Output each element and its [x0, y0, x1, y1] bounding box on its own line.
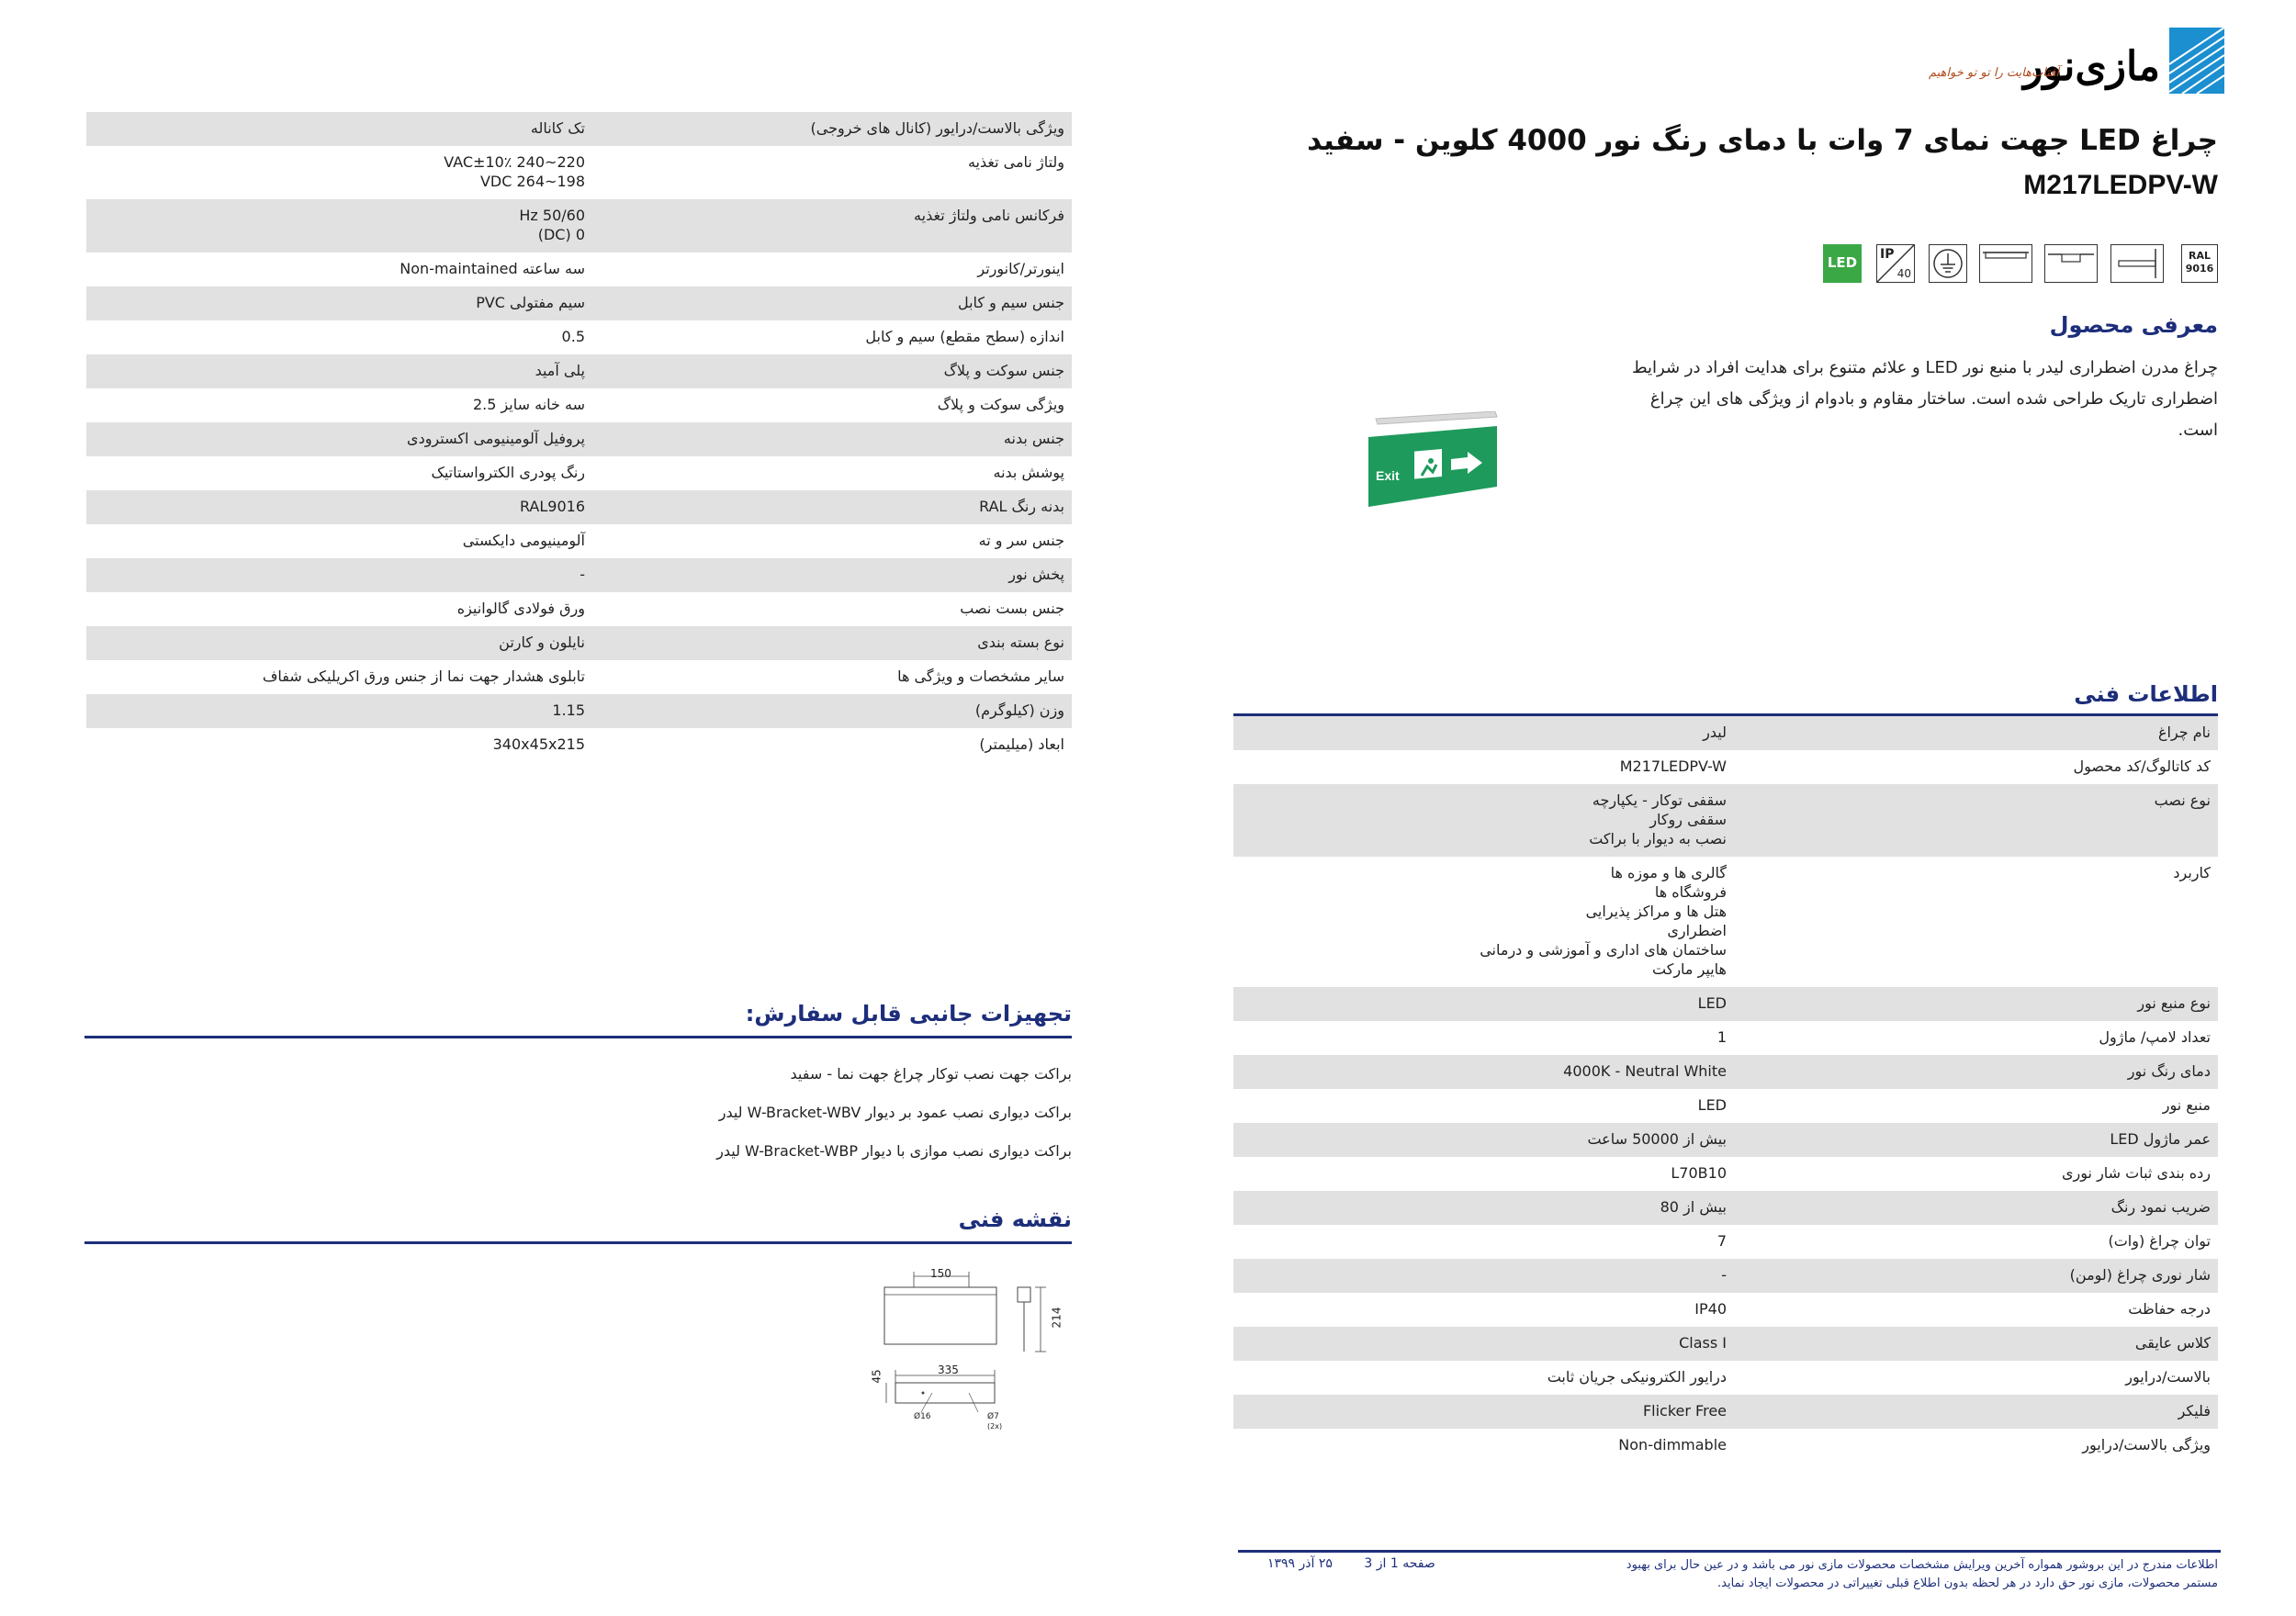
- row-value: 220~240 VAC±10٪ 198~264 VDC: [444, 153, 585, 190]
- row-value: IP40: [1694, 1300, 1727, 1318]
- table-row: [1233, 1089, 2218, 1123]
- table-row: [1233, 1361, 2218, 1395]
- row-value: سیم مفتولی PVC: [476, 294, 585, 311]
- dimension-label: Ø16: [914, 1412, 931, 1421]
- table-row: [86, 388, 1072, 422]
- tech-info-table: [1233, 716, 2218, 1463]
- dimension-label: 45: [870, 1369, 884, 1384]
- row-label: بالاست/درایور: [2125, 1368, 2211, 1386]
- row-value: 4000K - Neutral White: [1563, 1062, 1727, 1080]
- row-value: LED: [1697, 994, 1727, 1012]
- table-row: [86, 252, 1072, 286]
- table-row: [1233, 1225, 2218, 1259]
- row-value: پلی آمید: [535, 362, 585, 379]
- row-value: تک کاناله: [530, 119, 585, 137]
- row-label: شار نوری چراغ (لومن): [2069, 1266, 2211, 1284]
- table-row: [1233, 1055, 2218, 1089]
- row-value: Non-dimmable: [1618, 1436, 1727, 1453]
- page-date: ۲۵ آذر ۱۳۹۹: [1267, 1556, 1333, 1571]
- table-row: [1233, 1157, 2218, 1191]
- table-row: [1233, 784, 2218, 857]
- table-row: [86, 524, 1072, 558]
- table-row: [1233, 857, 2218, 987]
- led-badge-label: LED: [1827, 254, 1858, 271]
- row-label: بدنه رنگ RAL: [979, 498, 1064, 515]
- table-row: [86, 146, 1072, 199]
- row-value: 0.5: [561, 328, 585, 345]
- row-label: فلیکر: [2178, 1402, 2211, 1420]
- surface-mount-icon: [1979, 244, 2032, 283]
- product-code: M217LEDPV-W: [2023, 170, 2218, 200]
- table-row: [1233, 750, 2218, 784]
- accessory-item: براکت جهت نصب توکار چراغ جهت نما - سفید: [790, 1065, 1072, 1083]
- table-row: [1233, 1259, 2218, 1293]
- ip40-icon: [1876, 244, 1915, 283]
- row-label: پوشش بدنه: [993, 464, 1064, 481]
- row-label: فرکانس نامی ولتاژ تغذیه: [914, 207, 1064, 224]
- table-row: [86, 490, 1072, 524]
- ip-badge-label: IP: [1880, 247, 1895, 262]
- table-row: [1233, 1327, 2218, 1361]
- technical-drawing: [870, 1267, 1064, 1442]
- dimension-label: (2x): [987, 1422, 1003, 1431]
- row-value: RAL9016: [519, 498, 585, 515]
- page-number: صفحه 1 از 3: [1364, 1556, 1435, 1571]
- row-label: کاربرد: [2173, 864, 2211, 881]
- row-label: توان چراغ (وات): [2108, 1232, 2211, 1250]
- table-row: [86, 728, 1072, 762]
- row-value: بیش از 80: [1660, 1198, 1727, 1216]
- table-row: [86, 199, 1072, 252]
- row-label: تعداد لامپ/ ماژول: [2099, 1028, 2211, 1046]
- table-row: [86, 112, 1072, 146]
- row-value: سه خانه سایز 2.5: [472, 396, 585, 413]
- dimension-label: 335: [938, 1364, 959, 1376]
- table-row: [1233, 716, 2218, 750]
- table-row: [86, 558, 1072, 592]
- brand-wordmark: مازی‌نور: [2023, 43, 2160, 90]
- row-label: دمای رنگ نور: [2127, 1062, 2211, 1080]
- product-title: چراغ LED جهت نمای 7 وات با دمای رنگ نور 4000 کلوین - سفید: [1307, 124, 2218, 157]
- row-value: رنگ پودری الکترواستاتیک: [431, 464, 585, 481]
- row-value: M217LEDPV-W: [1619, 758, 1727, 775]
- table-row: [86, 660, 1072, 694]
- row-label: کلاس عایقی: [2134, 1334, 2211, 1352]
- row-value: بیش از 50000 ساعت: [1587, 1130, 1727, 1148]
- page-info: [1240, 1556, 1435, 1571]
- row-label: جنس سیم و کابل: [957, 294, 1064, 311]
- row-label: جنس بست نصب: [960, 600, 1064, 617]
- row-value: سقفی توکار - یکپارچه سقفی روکار نصب به دیوار با براکت: [1589, 791, 1727, 847]
- row-value: آلومینیومی دایکستی: [462, 532, 585, 549]
- table-row: [1233, 987, 2218, 1021]
- row-label: ویژگی بالاست/درایور (کانال های خروجی): [810, 119, 1064, 137]
- accessories-title: تجهیزات جانبی قابل سفارش:: [745, 1001, 1072, 1027]
- earth-ground-icon: [1929, 244, 1967, 283]
- row-value: سه ساعته Non-maintained: [400, 260, 585, 277]
- row-value: لیدر: [1703, 724, 1727, 741]
- recessed-mount-icon: [2044, 244, 2098, 283]
- table-row: [86, 422, 1072, 456]
- table-row: [86, 626, 1072, 660]
- row-value: Class I: [1679, 1334, 1727, 1352]
- row-value: 340x45x215: [492, 735, 585, 753]
- row-value: LED: [1697, 1096, 1727, 1114]
- row-value: تابلوی هشدار جهت نما از جنس ورق اکریلیکی شفاف: [262, 668, 585, 685]
- row-label: وزن (کیلوگرم): [974, 701, 1064, 719]
- row-value: 1.15: [552, 701, 585, 719]
- ral-badge-top: RAL: [2189, 250, 2211, 262]
- accessory-item: براکت دیواری نصب موازی با دیوار W-Bracket-WBP لیدر: [716, 1142, 1072, 1160]
- row-label: نوع منبع نور: [2137, 994, 2211, 1012]
- table-row: [1233, 1429, 2218, 1463]
- row-label: نوع نصب: [2154, 791, 2211, 809]
- ral-badge-bottom: 9016: [2185, 263, 2214, 275]
- table-row: [1233, 1021, 2218, 1055]
- row-label: درجه حفاظت: [2128, 1300, 2211, 1318]
- row-label: رده بندی ثبات شار نوری: [2062, 1164, 2211, 1182]
- row-value: -: [580, 566, 585, 583]
- exit-sign-image: [1368, 411, 1503, 507]
- row-label: پخش نور: [1008, 566, 1064, 583]
- row-value: L70B10: [1671, 1164, 1727, 1182]
- row-value: درایور الکترونیکی جریان ثابت: [1547, 1368, 1727, 1386]
- led-icon: [1823, 244, 1862, 283]
- drawing-rule: [84, 1241, 1072, 1244]
- intro-title: معرفی محصول: [2049, 312, 2218, 338]
- footer-rule: [1238, 1550, 2221, 1553]
- row-label: ابعاد (میلیمتر): [979, 735, 1064, 753]
- row-label: نوع بسته بندی: [977, 634, 1064, 651]
- table-row: [86, 694, 1072, 728]
- wall-bracket-icon: [2110, 244, 2164, 283]
- row-label: اندازه (سطح مقطع) سیم و کابل: [865, 328, 1064, 345]
- row-label: جنس بدنه: [1003, 430, 1064, 447]
- accessories-rule: [84, 1036, 1072, 1038]
- row-label: کد کاتالوگ/کد محصول: [2073, 758, 2211, 775]
- tech-info-title: اطلاعات فنی: [2074, 681, 2218, 707]
- dimension-label: 150: [930, 1267, 951, 1280]
- table-row: [86, 354, 1072, 388]
- dimension-label: Ø7: [987, 1412, 999, 1421]
- accessory-item: براکت دیواری نصب عمود بر دیوار W-Bracket-WBV لیدر: [718, 1104, 1072, 1121]
- row-label: جنس سر و ته: [978, 532, 1064, 549]
- row-label: ضریب نمود رنگ: [2110, 1198, 2211, 1216]
- row-label: ولتاژ نامی تغذیه: [967, 153, 1064, 171]
- row-value: 1: [1716, 1028, 1727, 1046]
- row-label: سایر مشخصات و ویژگی ها: [897, 668, 1064, 685]
- table-row: [1233, 1293, 2218, 1327]
- row-value: 50/60 Hz 0 (DC): [519, 207, 585, 243]
- row-label: جنس سوکت و پلاگ: [943, 362, 1064, 379]
- row-value: گالری ها و موزه ها فروشگاه ها هتل ها و مراکز پذیرایی اضطراری ساختمان های اداری و آموزشی و درمانی هایپر مارکت: [1480, 864, 1727, 978]
- table-row: [1233, 1123, 2218, 1157]
- table-row: [86, 456, 1072, 490]
- row-value: Flicker Free: [1642, 1402, 1727, 1420]
- row-label: ویژگی سوکت و پلاگ: [937, 396, 1064, 413]
- exit-sign-label: Exit: [1376, 468, 1400, 483]
- footer-disclaimer: اطلاعات مندرج در این بروشور همواره آخرین ویرایش مشخصات محصولات مازی نور می باشد و در عین حال برای بهبود مستمر محصولات، مازی نور حق دارد در هر لحظه بدون اطلاع قبلی تغییراتی در محصولات ایجاد نماید.: [1626, 1558, 2218, 1590]
- row-value: -: [1721, 1266, 1727, 1284]
- row-value: ورق فولادی گالوانیزه: [456, 600, 585, 617]
- row-value: 7: [1716, 1232, 1727, 1250]
- logo-mark-icon: [2169, 28, 2224, 94]
- ip-badge-number: 40: [1896, 267, 1911, 280]
- row-label: عمر ماژول LED: [2110, 1130, 2211, 1148]
- drawing-title: نقشه فنی: [958, 1206, 1072, 1232]
- ral-icon: [2181, 244, 2218, 283]
- row-value: پروفیل آلومینیومی اکسترودی: [407, 430, 585, 447]
- table-row: [86, 320, 1072, 354]
- table-row: [1233, 1395, 2218, 1429]
- row-label: نام چراغ: [2157, 724, 2211, 741]
- spec-table: [86, 112, 1072, 762]
- table-row: [1233, 1191, 2218, 1225]
- table-row: [86, 592, 1072, 626]
- table-row: [86, 286, 1072, 320]
- row-label: ویژگی بالاست/درایور: [2082, 1436, 2211, 1453]
- row-value: نایلون و کارتن: [499, 634, 585, 651]
- intro-text: چراغ مدرن اضطراری لیدر با منبع نور LED و علائم متنوع برای هدایت افراد در شرایط اضطراری تاریک طراحی شده است. ساختار مقاوم و بادوام از ویژگی های این چراغ است.: [1631, 358, 2218, 440]
- brand-logo: [1910, 28, 2224, 101]
- dimension-label: 214: [1050, 1307, 1064, 1329]
- brand-tagline: آفتاب‌هایت را تو تو خواهیم: [1928, 66, 2059, 80]
- row-label: منبع نور: [2162, 1096, 2211, 1114]
- row-label: اینورتر/کانورتر: [977, 260, 1064, 277]
